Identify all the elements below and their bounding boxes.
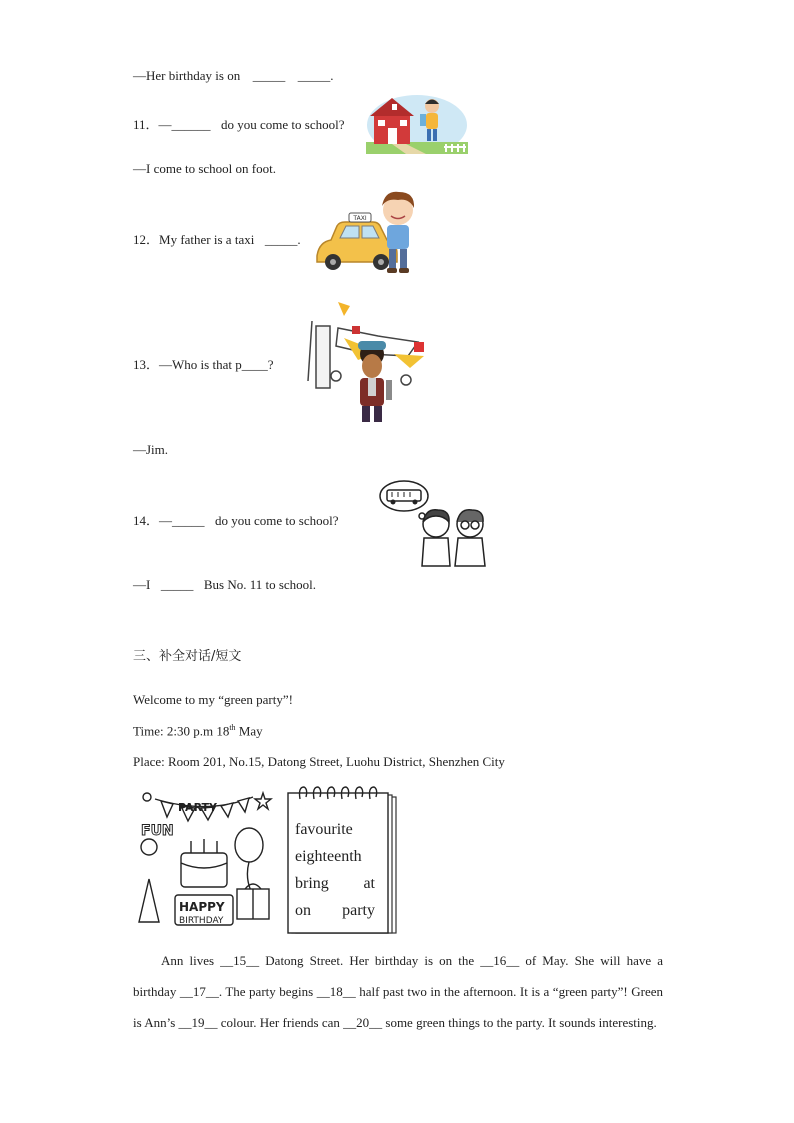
passage-text-3: of May. She will have a birthday: [133, 953, 663, 999]
q11-blank[interactable]: ______: [171, 117, 211, 132]
q14-answer-prefix: —I: [133, 577, 151, 592]
happy-text: HAPPY: [179, 900, 225, 914]
q12-number: 12．: [133, 232, 160, 247]
q12-text: My father is a taxi: [159, 232, 255, 247]
word-on: on: [295, 902, 311, 919]
pilot-plane-picture: [298, 296, 430, 426]
passage: [133, 945, 663, 1038]
party-doodle-picture: [133, 787, 283, 932]
blank-20[interactable]: __20__: [343, 1015, 383, 1030]
invitation-welcome: Welcome to my “green party”!: [133, 692, 293, 707]
word-eighteenth: eighteenth: [295, 848, 362, 865]
invitation-time: [133, 723, 263, 739]
time-prefix: Time: 2:30 p.m 18: [133, 723, 230, 739]
q13-number: 13．: [133, 357, 160, 372]
birthday-text: BIRTHDAY: [179, 916, 224, 926]
word-bank: [295, 816, 375, 924]
time-sup: th: [229, 723, 236, 732]
passage-text-1: Ann lives: [161, 953, 215, 968]
passage-text-5: half past two in the afternoon. It is a “green party”! Green is Ann’s: [133, 984, 664, 1030]
blank-18[interactable]: __18__: [316, 984, 356, 999]
question-11: [133, 114, 345, 133]
word-at: at: [363, 875, 375, 892]
word-bring: bring: [295, 875, 329, 892]
passage-text-4: . The party begins: [218, 984, 314, 999]
q14-answer-blank[interactable]: _____: [160, 577, 194, 592]
bus-thought-picture: [378, 478, 494, 568]
passage-text-7: some green things to the party. It sounds interesting.: [385, 1015, 657, 1030]
word-favourite: favourite: [295, 821, 353, 838]
time-suffix: May: [235, 723, 263, 739]
section-3-title: 三、补全对话/短文: [133, 649, 242, 664]
taxi-sign: TAXI: [353, 215, 367, 222]
word-row-4: [295, 897, 375, 924]
blank-15[interactable]: __15__: [220, 953, 260, 968]
blank-16[interactable]: __16__: [480, 953, 520, 968]
q14-answer-text: Bus No. 11 to school.: [203, 577, 317, 592]
blank-17[interactable]: __17__: [179, 984, 219, 999]
q11-text: do you come to school?: [221, 117, 345, 132]
party-banner-text: PARTY: [178, 801, 218, 814]
q11-answer: —I come to school on foot.: [133, 161, 276, 176]
word-row-3: [295, 870, 375, 897]
fun-text: FUN: [141, 823, 174, 839]
q13-answer: —Jim.: [133, 442, 169, 457]
passage-text-6: colour. Her friends can: [220, 1015, 340, 1030]
q14-blank[interactable]: _____: [172, 513, 205, 528]
q12-blank[interactable]: _____.: [264, 232, 301, 247]
taxi-driver-picture: [315, 190, 419, 274]
q14-number: 14．: [133, 513, 160, 528]
q14-answer: [133, 577, 316, 593]
question-12: [133, 229, 301, 248]
house-boy-picture: [366, 92, 468, 154]
invitation-place: Place: Room 201, No.15, Datong Street, Luohu District, Shenzhen City: [133, 754, 505, 769]
question-13: [133, 354, 273, 373]
word-party: party: [342, 902, 375, 919]
passage-text-2: Datong Street. Her birthday is on the: [265, 953, 475, 968]
q11-prefix: —: [158, 117, 172, 132]
q13-text[interactable]: —Who is that p____?: [159, 357, 274, 372]
q11-number: 11．: [133, 117, 159, 132]
q10-blank-1[interactable]: _____: [252, 68, 286, 83]
q14-text: do you come to school?: [215, 513, 339, 528]
blank-19[interactable]: __19__: [178, 1015, 218, 1030]
q14-prefix: —: [159, 513, 173, 528]
q10-answer-line: [133, 68, 333, 84]
question-14: [133, 510, 339, 529]
q10-blank-2[interactable]: _____.: [297, 68, 334, 83]
q10-answer-text: —Her birthday is on: [133, 68, 241, 83]
